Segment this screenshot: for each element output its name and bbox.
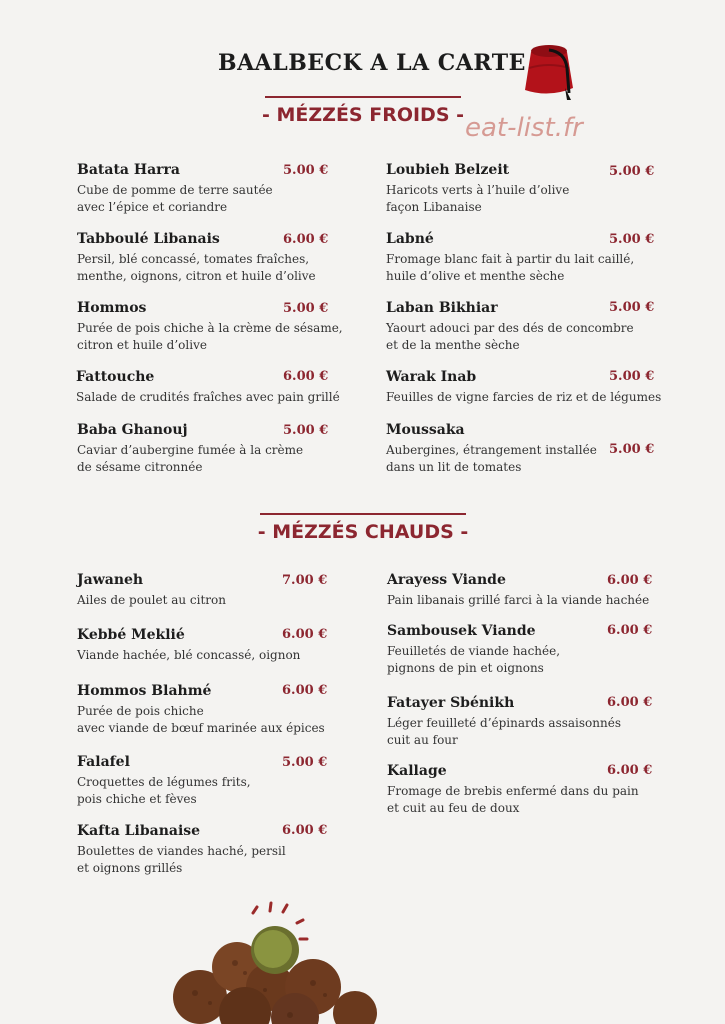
menu-item (386, 422, 597, 476)
item-price: 6.00 € (282, 627, 328, 642)
falafel-illustration (165, 895, 380, 1024)
item-name: Labné (386, 231, 434, 247)
item-name: Kebbé Meklié (77, 627, 185, 643)
item-description: Feuilletés de viande hachée, pignons de pin et oignons (387, 644, 561, 675)
item-name: Tabboulé Libanais (77, 231, 220, 247)
item-name: Warak Inab (386, 369, 477, 385)
item-price: 5.00 € (609, 300, 655, 315)
item-price: 6.00 € (282, 683, 328, 698)
menu-item (386, 162, 569, 216)
menu-item (386, 300, 634, 354)
item-description: Croquettes de légumes frits, pois chiche et fèves (77, 775, 251, 806)
item-description: Haricots verts à l’huile d’olive façon Libanaise (386, 183, 570, 214)
item-name: Hommos Blahmé (77, 683, 212, 699)
item-description: Salade de crudités fraîches avec pain grillé (76, 390, 340, 404)
item-description: Viande hachée, blé concassé, oignon (77, 648, 301, 662)
item-name: Fattouche (76, 369, 155, 385)
item-description: Purée de pois chiche avec viande de bœuf marinée aux épices (77, 704, 325, 735)
item-description: Pain libanais grillé farci à la viande hachée (387, 593, 650, 607)
item-price: 6.00 € (607, 573, 653, 588)
menu-item (77, 572, 226, 609)
menu-item (77, 823, 286, 877)
item-price: 5.00 € (283, 301, 329, 316)
menu-item (77, 422, 303, 476)
item-price: 5.00 € (609, 164, 655, 179)
menu-item (77, 754, 251, 808)
item-description: Yaourt adouci par des dés de concombre et de la menthe sèche (386, 321, 634, 352)
item-name: Jawaneh (77, 572, 144, 588)
item-name: Baba Ghanouj (77, 422, 188, 438)
menu-item (387, 763, 639, 817)
menu-item (77, 162, 273, 216)
item-name: Fatayer Sbénikh (387, 695, 515, 711)
item-price: 6.00 € (283, 369, 329, 384)
item-description: Aubergines, étrangement installée dans un lit de tomates (386, 443, 597, 474)
item-name: Loubieh Belzeit (386, 162, 510, 178)
section-title: - MÉZZÉS FROIDS - (262, 104, 465, 126)
item-name: Sambousek Viande (387, 623, 536, 639)
menu-item (77, 627, 300, 664)
item-price: 5.00 € (283, 163, 329, 178)
section-header-froids (262, 96, 464, 126)
divider (260, 513, 466, 515)
item-name: Kallage (387, 763, 447, 779)
menu-item (387, 623, 560, 677)
item-description: Ailes de poulet au citron (77, 593, 226, 607)
item-price: 6.00 € (607, 623, 653, 638)
item-description: Cube de pomme de terre sautée avec l’épice et coriandre (77, 183, 273, 214)
item-price: 5.00 € (609, 232, 655, 247)
item-name: Hommos (77, 300, 147, 316)
watermark: eat-list.fr (465, 113, 583, 143)
item-name: Falafel (77, 754, 130, 770)
item-price: 5.00 € (609, 442, 655, 457)
item-name: Kafta Libanaise (77, 823, 201, 839)
item-description: Léger feuilleté d’épinards assaisonnés cuit au four (387, 716, 621, 747)
menu-item (386, 231, 634, 285)
item-price: 6.00 € (607, 763, 653, 778)
item-description: Fromage blanc fait à partir du lait caillé, huile d’olive et menthe sèche (386, 252, 635, 283)
item-name: Moussaka (386, 422, 465, 438)
item-price: 6.00 € (283, 232, 329, 247)
item-price: 6.00 € (282, 823, 328, 838)
item-price: 5.00 € (283, 423, 329, 438)
item-description: Caviar d’aubergine fumée à la crème de sésame citronnée (77, 443, 304, 474)
item-price: 7.00 € (282, 573, 328, 588)
item-name: Laban Bikhiar (386, 300, 498, 316)
menu-item (387, 695, 621, 749)
item-description: Purée de pois chiche à la crème de sésame, citron et huile d’olive (77, 321, 343, 352)
item-price: 5.00 € (282, 755, 328, 770)
section-header-chauds (257, 513, 469, 543)
item-name: Batata Harra (77, 162, 180, 178)
item-description: Persil, blé concassé, tomates fraîches, menthe, oignons, citron et huile d’olive (77, 252, 316, 283)
menu-title: BAALBECK A LA CARTE (218, 50, 526, 76)
menu-item (77, 231, 316, 285)
item-description: Boulettes de viandes haché, persil et oignons grillés (77, 844, 286, 875)
divider (265, 96, 461, 98)
item-description: Feuilles de vigne farcies de riz et de légumes (386, 390, 662, 404)
item-description: Fromage de brebis enfermé dans du pain et cuit au feu de doux (387, 784, 639, 815)
item-name: Arayess Viande (387, 572, 506, 588)
fez-hat-icon (515, 38, 583, 102)
item-price: 6.00 € (607, 695, 653, 710)
section-title: - MÉZZÉS CHAUDS - (257, 521, 469, 543)
item-price: 5.00 € (609, 369, 655, 384)
